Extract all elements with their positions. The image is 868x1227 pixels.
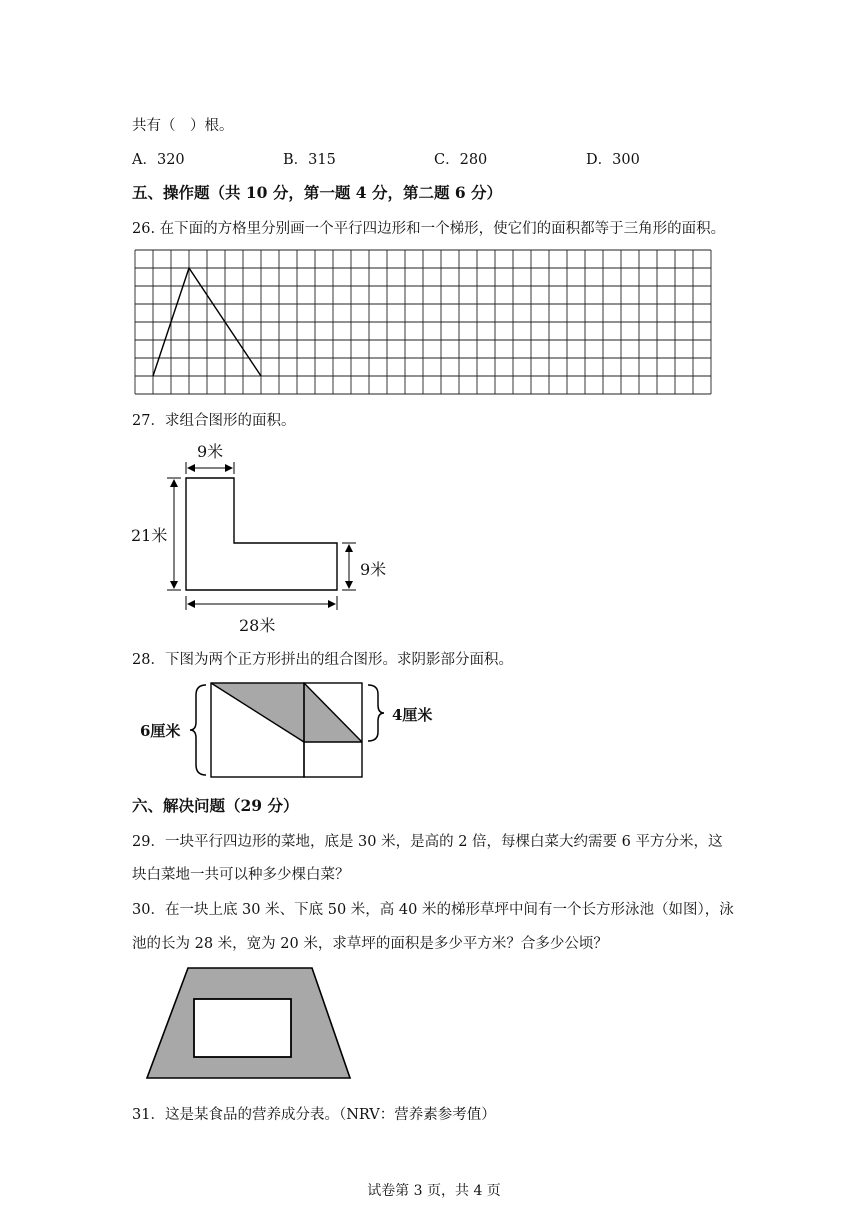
- q27-label-bottom: 28米: [239, 616, 276, 635]
- q28-shaded-right: [304, 683, 362, 742]
- q30-line2: 池的长为 28 米，宽为 20 米，求草坪的面积是多少平方米？合多少公顷？: [132, 936, 608, 952]
- q30-line1: 30．在一块上底 30 米、下底 50 米，高 40 米的梯形草坪中间有一个长方形泳池（如图），泳: [132, 902, 734, 918]
- q25-option-a: A．320: [132, 152, 185, 168]
- q27-text: 27．求组合图形的面积。: [132, 413, 296, 429]
- q31-text: 31．这是某食品的营养成分表。（NRV：营养素参考值）: [132, 1107, 496, 1123]
- q27-label-right: 9米: [360, 560, 387, 579]
- section6-title: 六、解决问题（29 分）: [132, 796, 299, 815]
- q28-label-left: 6厘米: [140, 722, 181, 740]
- q28-text: 28．下图为两个正方形拼出的组合图形。求阴影部分面积。: [132, 652, 513, 668]
- q28-big-square: [211, 683, 304, 777]
- page-footer: 试卷第 3 页，共 4 页: [367, 1183, 501, 1199]
- q28-label-right: 4厘米: [392, 706, 433, 724]
- q26-triangle: [153, 268, 261, 376]
- q27-l-shape: [186, 478, 337, 590]
- q28-shaded-left: [211, 683, 304, 742]
- q29-line1: 29．一块平行四边形的菜地，底是 30 米，是高的 2 倍，每棵白菜大约需要 6 平方分米，这: [132, 834, 723, 850]
- q28-small-square: [304, 683, 362, 777]
- q27-label-top: 9米: [197, 442, 224, 461]
- section5-title: 五、操作题（共 10 分，第一题 4 分，第二题 6 分）: [132, 183, 503, 202]
- q30-trapezoid: [147, 968, 350, 1078]
- q26-text: 26. 在下面的方格里分别画一个平行四边形和一个梯形，使它们的面积都等于三角形的面积。: [132, 221, 726, 237]
- q29-line2: 块白菜地一共可以种多少棵白菜？: [132, 867, 350, 883]
- q25-option-d: D．300: [586, 152, 640, 168]
- q25-option-c: C．280: [434, 152, 488, 168]
- q25-option-b: B．315: [283, 152, 336, 168]
- q30-pool: [194, 999, 291, 1057]
- q25-tail: 共有（ ）根。: [132, 118, 234, 134]
- q27-label-left: 21米: [131, 526, 168, 545]
